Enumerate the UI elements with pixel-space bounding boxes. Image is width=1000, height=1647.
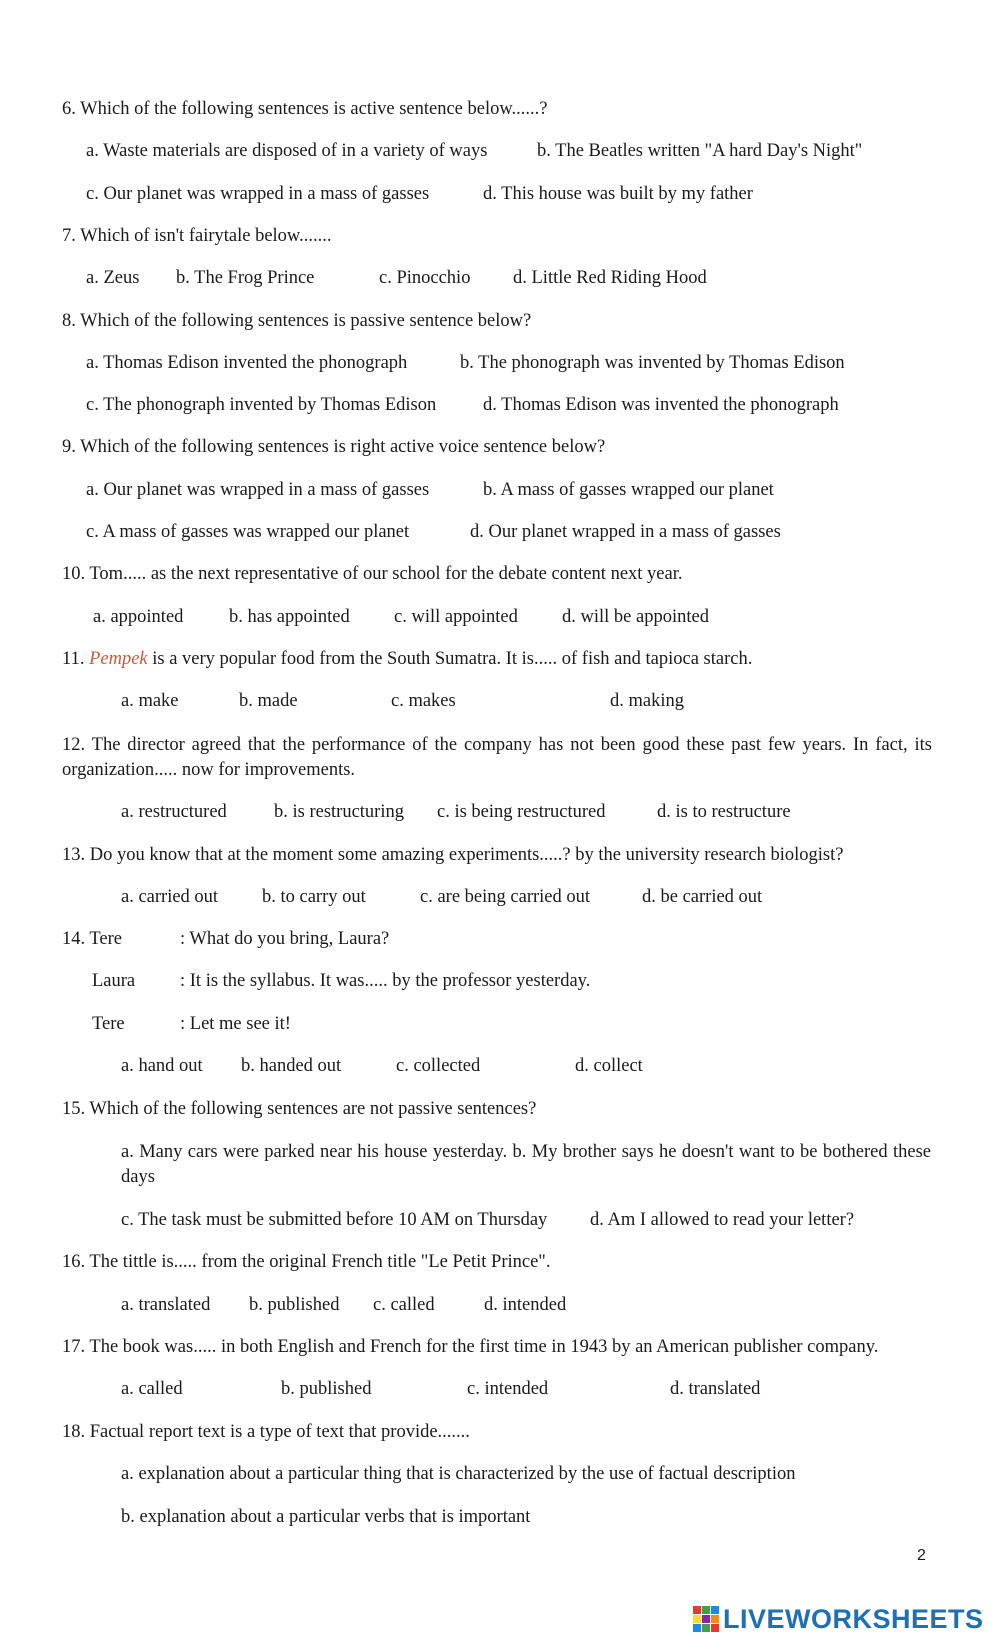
question-6-option-c[interactable]: c. Our planet was wrapped in a mass of gasses xyxy=(86,184,430,204)
question-14-option-a[interactable]: a. hand out xyxy=(121,1056,203,1076)
question-18-option-b[interactable]: b. explanation about a particular verbs that is important xyxy=(121,1507,531,1527)
question-11-option-a[interactable]: a. make xyxy=(121,691,179,711)
question-13-option-d[interactable]: d. be carried out xyxy=(642,887,763,907)
question-14-option-b[interactable]: b. handed out xyxy=(241,1056,342,1076)
question-10-option-d[interactable]: d. will be appointed xyxy=(562,607,709,627)
question-14-speaker-1: 14. Tere xyxy=(62,929,123,949)
question-12-stem: 12. The director agreed that the performance of the company has not been good these past few years. In fact, its organization..... now for improvements. xyxy=(62,735,932,780)
question-14-speaker-2: Laura xyxy=(92,971,136,991)
question-14-option-d[interactable]: d. collect xyxy=(575,1056,643,1076)
liveworksheets-logo-icon xyxy=(693,1606,719,1632)
question-17-option-a[interactable]: a. called xyxy=(121,1379,183,1399)
question-11-number: 11. xyxy=(62,649,85,669)
question-11-option-d[interactable]: d. making xyxy=(610,691,684,711)
question-10-option-a[interactable]: a. appointed xyxy=(93,607,184,627)
question-10-option-b[interactable]: b. has appointed xyxy=(229,607,350,627)
question-8-option-a[interactable]: a. Thomas Edison invented the phonograph xyxy=(86,353,408,373)
question-17-option-b[interactable]: b. published xyxy=(281,1379,372,1399)
question-6-option-a[interactable]: a. Waste materials are disposed of in a variety of ways xyxy=(86,141,488,161)
question-11-option-c[interactable]: c. makes xyxy=(391,691,456,711)
logo-square xyxy=(711,1606,719,1614)
question-14-line-1: : What do you bring, Laura? xyxy=(180,929,390,949)
page-number: 2 xyxy=(917,1547,926,1564)
question-13-stem: 13. Do you know that at the moment some amazing experiments.....? by the university research biologist? xyxy=(62,845,844,865)
question-16-option-d[interactable]: d. intended xyxy=(484,1295,567,1315)
question-7-option-d[interactable]: d. Little Red Riding Hood xyxy=(513,268,707,288)
logo-square xyxy=(693,1624,701,1632)
question-16-stem: 16. The tittle is..... from the original French title "Le Petit Prince". xyxy=(62,1252,551,1272)
question-14-speaker-3: Tere xyxy=(92,1014,125,1034)
question-12-option-d[interactable]: d. is to restructure xyxy=(657,802,791,822)
logo-square xyxy=(711,1624,719,1632)
question-16-option-c[interactable]: c. called xyxy=(373,1295,435,1315)
question-12-option-a[interactable]: a. restructured xyxy=(121,802,227,822)
question-13-option-b[interactable]: b. to carry out xyxy=(262,887,366,907)
question-8-stem: 8. Which of the following sentences is passive sentence below? xyxy=(62,311,532,331)
question-17-stem: 17. The book was..... in both English and French for the first time in 1943 by an American publisher company. xyxy=(62,1337,879,1357)
question-9-option-d[interactable]: d. Our planet wrapped in a mass of gasses xyxy=(470,522,781,542)
question-16-option-b[interactable]: b. published xyxy=(249,1295,340,1315)
question-7-option-b[interactable]: b. The Frog Prince xyxy=(176,268,315,288)
question-15-option-d[interactable]: d. Am I allowed to read your letter? xyxy=(590,1210,855,1230)
question-6-stem: 6. Which of the following sentences is active sentence below......? xyxy=(62,99,548,119)
question-17-option-c[interactable]: c. intended xyxy=(467,1379,549,1399)
logo-square xyxy=(702,1615,710,1623)
question-12-option-c[interactable]: c. is being restructured xyxy=(437,802,606,822)
question-7-stem: 7. Which of isn't fairytale below....... xyxy=(62,226,332,246)
question-7-option-c[interactable]: c. Pinocchio xyxy=(379,268,471,288)
question-15-options-ab[interactable]: a. Many cars were parked near his house yesterday. b. My brother says he doesn't want to be bothered these days xyxy=(121,1142,931,1187)
liveworksheets-logo-text: LIVEWORKSHEETS xyxy=(723,1603,984,1634)
question-14-option-c[interactable]: c. collected xyxy=(396,1056,481,1076)
question-10-option-c[interactable]: c. will appointed xyxy=(394,607,518,627)
logo-square xyxy=(693,1615,701,1623)
question-6-option-d[interactable]: d. This house was built by my father xyxy=(483,184,753,204)
question-7-option-a[interactable]: a. Zeus xyxy=(86,268,140,288)
question-18-stem: 18. Factual report text is a type of text that provide....... xyxy=(62,1422,470,1442)
question-11-option-b[interactable]: b. made xyxy=(239,691,298,711)
question-15-option-c[interactable]: c. The task must be submitted before 10 AM on Thursday xyxy=(121,1210,548,1230)
question-11-stem xyxy=(62,648,752,670)
question-9-option-c[interactable]: c. A mass of gasses was wrapped our planet xyxy=(86,522,410,542)
logo-square xyxy=(702,1606,710,1614)
question-15-stem: 15. Which of the following sentences are not passive sentences? xyxy=(62,1099,537,1119)
question-9-option-b[interactable]: b. A mass of gasses wrapped our planet xyxy=(483,480,774,500)
question-14-line-3: : Let me see it! xyxy=(180,1014,291,1034)
question-14-line-2: : It is the syllabus. It was..... by the professor yesterday. xyxy=(180,971,591,991)
question-6-option-b[interactable]: b. The Beatles written "A hard Day's Night" xyxy=(537,141,863,161)
question-11-stem-rest: is a very popular food from the South Sumatra. It is..... of fish and tapioca starch. xyxy=(152,649,753,669)
question-17-option-d[interactable]: d. translated xyxy=(670,1379,761,1399)
question-13-option-c[interactable]: c. are being carried out xyxy=(420,887,591,907)
liveworksheets-logo xyxy=(693,1603,984,1635)
question-8-option-d[interactable]: d. Thomas Edison was invented the phonograph xyxy=(483,395,839,415)
question-18-option-a[interactable]: a. explanation about a particular thing that is characterized by the use of factual description xyxy=(121,1464,796,1484)
question-16-option-a[interactable]: a. translated xyxy=(121,1295,211,1315)
logo-square xyxy=(702,1624,710,1632)
question-9-stem: 9. Which of the following sentences is right active voice sentence below? xyxy=(62,437,606,457)
question-10-stem: 10. Tom..... as the next representative of our school for the debate content next year. xyxy=(62,564,683,584)
question-8-option-c[interactable]: c. The phonograph invented by Thomas Edison xyxy=(86,395,437,415)
logo-square xyxy=(693,1606,701,1614)
question-11-pempek: Pempek xyxy=(89,649,148,669)
question-13-option-a[interactable]: a. carried out xyxy=(121,887,219,907)
question-8-option-b[interactable]: b. The phonograph was invented by Thomas Edison xyxy=(460,353,845,373)
logo-square xyxy=(711,1615,719,1623)
question-9-option-a[interactable]: a. Our planet was wrapped in a mass of gasses xyxy=(86,480,430,500)
question-12-option-b[interactable]: b. is restructuring xyxy=(274,802,404,822)
